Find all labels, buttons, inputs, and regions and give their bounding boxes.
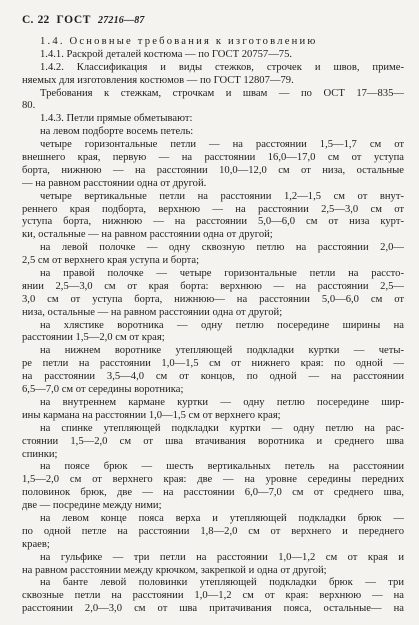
text-line: сквозные петли на расстоянии 1,0—1,2 см от края: верхнюю — на <box>22 590 404 602</box>
text-line: 1.4.1. Раскрой деталей костюма — по ГОСТ 20757—75. <box>40 48 293 60</box>
text-line: четыре горизонтальные петли — на расстоянии 1,5—1,7 см от <box>40 139 404 151</box>
text-line: внешнего края, первую — на расстоянии 16,0—17,0 см от уступа <box>22 152 404 164</box>
text-line: ины кармана на расстоянии 1,0—1,5 см от верхнего края; <box>22 409 281 421</box>
text-line: на банте левой половинки утепляющей подкладки брюк — три <box>40 577 404 589</box>
text-line: на внутреннем кармане куртки — одну петлю посередине шир- <box>40 396 404 408</box>
text-line: 1.4.3. Петли прямые обметывают: <box>40 113 193 125</box>
page-letter: С. <box>22 14 34 26</box>
standard-number: 27216—87 <box>98 15 145 26</box>
text-line: низа, остальные — на равном расстоянии одна от другой; <box>22 306 283 318</box>
text-line: реннего края подборта, верхнюю — на расстоянии 2,5—3,0 см от <box>22 203 404 215</box>
document-body <box>22 36 404 616</box>
text-line: на равном расстоянии между крючком, закрепкой и одна от другой; <box>22 564 327 576</box>
text-line: четыре вертикальные петли на расстоянии 1,2—1,5 см от внут- <box>40 190 404 202</box>
text-line: половинок брюк, две — на расстоянии 6,0—7,0 см от среднего шва, <box>22 487 404 499</box>
text-line: на хлястике воротника — одну петлю посередине ширины на <box>40 319 404 331</box>
text-line: стоянии 1,5—2,0 см от шва втачивания воротника и среднего шва <box>22 435 404 447</box>
text-line: расстоянии 2,0—3,0 см от шва притачивания пояса, остальные— на <box>22 603 404 615</box>
text-line: на левом конце пояса верха и утепляющей подкладки брюк — <box>40 512 404 524</box>
text-line: краев; <box>22 538 50 550</box>
page-header <box>22 14 149 26</box>
text-line: янии 2,5—3,0 см от края борта: верхнюю — на расстоянии 2,5— <box>22 280 404 292</box>
text-line: ки, остальные — на равном расстоянии одна от другой; <box>22 229 273 241</box>
standard-label: ГОСТ <box>56 14 91 26</box>
text-line: борта, нижнюю — на расстоянии 10,0—12,0 см от низа, остальные <box>22 164 404 176</box>
text-line: няемых для изготовления костюмов — по ГОСТ 12807—79. <box>22 74 294 86</box>
text-line: на поясе брюк — шесть вертикальных петель на расстоянии <box>40 461 404 473</box>
text-line: на левом подборте восемь петель: <box>40 126 194 138</box>
page-number: 22 <box>37 14 50 26</box>
text-line: на нижнем воротнике утепляющей подкладки куртки — четы- <box>40 345 404 357</box>
text-line: 80. <box>22 100 36 112</box>
text-line: уступа борта, нижнюю — на расстоянии 5,0—6,0 см от низа курт- <box>22 216 404 228</box>
text-line: 1.4.2. Классификация и виды стежков, строчек и швов, приме- <box>40 61 404 73</box>
text-line: на правой полочке — четыре горизонтальные петли на рассто- <box>40 268 404 280</box>
text-line: Требования к стежкам, строчкам и швам — по ОСТ 17—835— <box>40 87 404 99</box>
text-line: две — посредине между ними; <box>22 500 162 512</box>
text-line: 1,5—2,0 см от верхнего края: две — на уровне середины передних <box>22 474 404 486</box>
text-line: на спинке утепляющей подкладки куртки — одну петлю на рас- <box>40 422 404 434</box>
text-line: на левой полочке — одну сквозную петлю на расстоянии 2,0— <box>40 242 404 254</box>
text-line: спинки; <box>22 448 58 460</box>
text-line: на гульфике — три петли на расстоянии 1,0—1,2 см от края и <box>40 551 404 563</box>
text-line: 3,0 см от уступа борта, нижнюю— на расстоянии 5,0—6,0 см от <box>22 293 404 305</box>
text-line: по одной петле на расстоянии 1,8—2,0 см от верхнего и переднего <box>22 525 404 537</box>
text-line: 2,5 см от верхнего края уступа и борта; <box>22 255 200 267</box>
text-line: — на равном расстоянии одна от другой. <box>22 177 207 189</box>
text-line: расстоянии 1,5—2,0 см от края; <box>22 332 165 344</box>
text-line: ре петли на расстоянии 1,0—1,5 см от нижнего края: по одной — <box>22 358 404 370</box>
text-line: на расстоянии 3,5—4,0 см от концов, по одной — на расстоянии <box>22 371 404 383</box>
text-line: 6,5—7,0 см от середины воротника; <box>22 384 184 396</box>
text-line: 1.4. Основные требования к изготовлению <box>40 36 318 47</box>
